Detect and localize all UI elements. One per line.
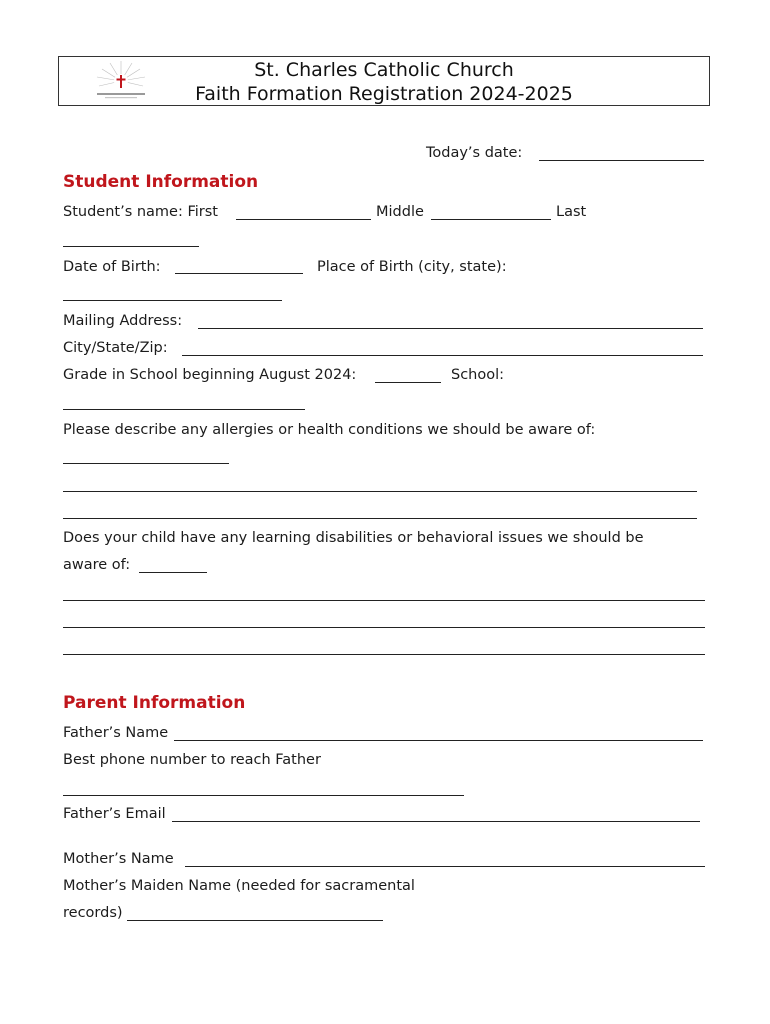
form-title: Faith Formation Registration 2024-2025 [195, 83, 573, 105]
mother-name-label: Mother’s Name [63, 851, 174, 867]
father-name-label: Father’s Name [63, 725, 169, 741]
form-header [58, 56, 710, 106]
mailing-address-label: Mailing Address: [63, 313, 183, 329]
mother-name-field[interactable] [185, 866, 705, 867]
birthplace-field[interactable] [63, 300, 282, 301]
father-email-label: Father’s Email [63, 806, 166, 822]
parent-information-heading: Parent Information [63, 693, 246, 713]
student-first-name-field[interactable] [236, 219, 371, 220]
disabilities-label: Does your child have any learning disabilities or behavioral issues we should be [63, 530, 644, 546]
disabilities-field-line-2[interactable] [63, 600, 705, 601]
grade-label: Grade in School beginning August 2024: [63, 367, 357, 383]
student-first-name-label: Student’s name: First [63, 204, 218, 220]
city-state-zip-field[interactable] [182, 355, 703, 356]
mother-maiden-name-field[interactable] [127, 920, 383, 921]
student-middle-name-field[interactable] [431, 219, 551, 220]
father-phone-label: Best phone number to reach Father [63, 752, 321, 768]
dob-field[interactable] [175, 273, 303, 274]
disabilities-field-line-3[interactable] [63, 627, 705, 628]
mother-maiden-name-label-continued: records) [63, 905, 123, 921]
allergies-field-line-3[interactable] [63, 518, 697, 519]
disabilities-field-line-1[interactable] [139, 572, 207, 573]
todays-date-field[interactable] [539, 160, 704, 161]
disabilities-field-line-4[interactable] [63, 654, 705, 655]
city-state-zip-label: City/State/Zip: [63, 340, 168, 356]
birthplace-label: Place of Birth (city, state): [317, 259, 507, 275]
student-information-heading: Student Information [63, 172, 259, 192]
disabilities-label-continued: aware of: [63, 557, 131, 573]
father-email-field[interactable] [172, 821, 700, 822]
dob-label: Date of Birth: [63, 259, 161, 275]
allergies-field-line-1[interactable] [63, 463, 229, 464]
school-label: School: [451, 367, 505, 383]
church-name: St. Charles Catholic Church [254, 59, 514, 81]
todays-date-label: Today’s date: [426, 145, 523, 161]
student-last-name-field[interactable] [63, 246, 199, 247]
grade-field[interactable] [375, 382, 441, 383]
student-last-name-label: Last [556, 204, 587, 220]
student-middle-name-label: Middle [376, 204, 424, 220]
mailing-address-field[interactable] [198, 328, 703, 329]
school-field[interactable] [63, 409, 305, 410]
allergies-field-line-2[interactable] [63, 491, 697, 492]
mother-maiden-name-label: Mother’s Maiden Name (needed for sacramental [63, 878, 415, 894]
father-name-field[interactable] [174, 740, 703, 741]
allergies-label: Please describe any allergies or health conditions we should be aware of: [63, 422, 596, 438]
father-phone-field[interactable] [63, 795, 464, 796]
